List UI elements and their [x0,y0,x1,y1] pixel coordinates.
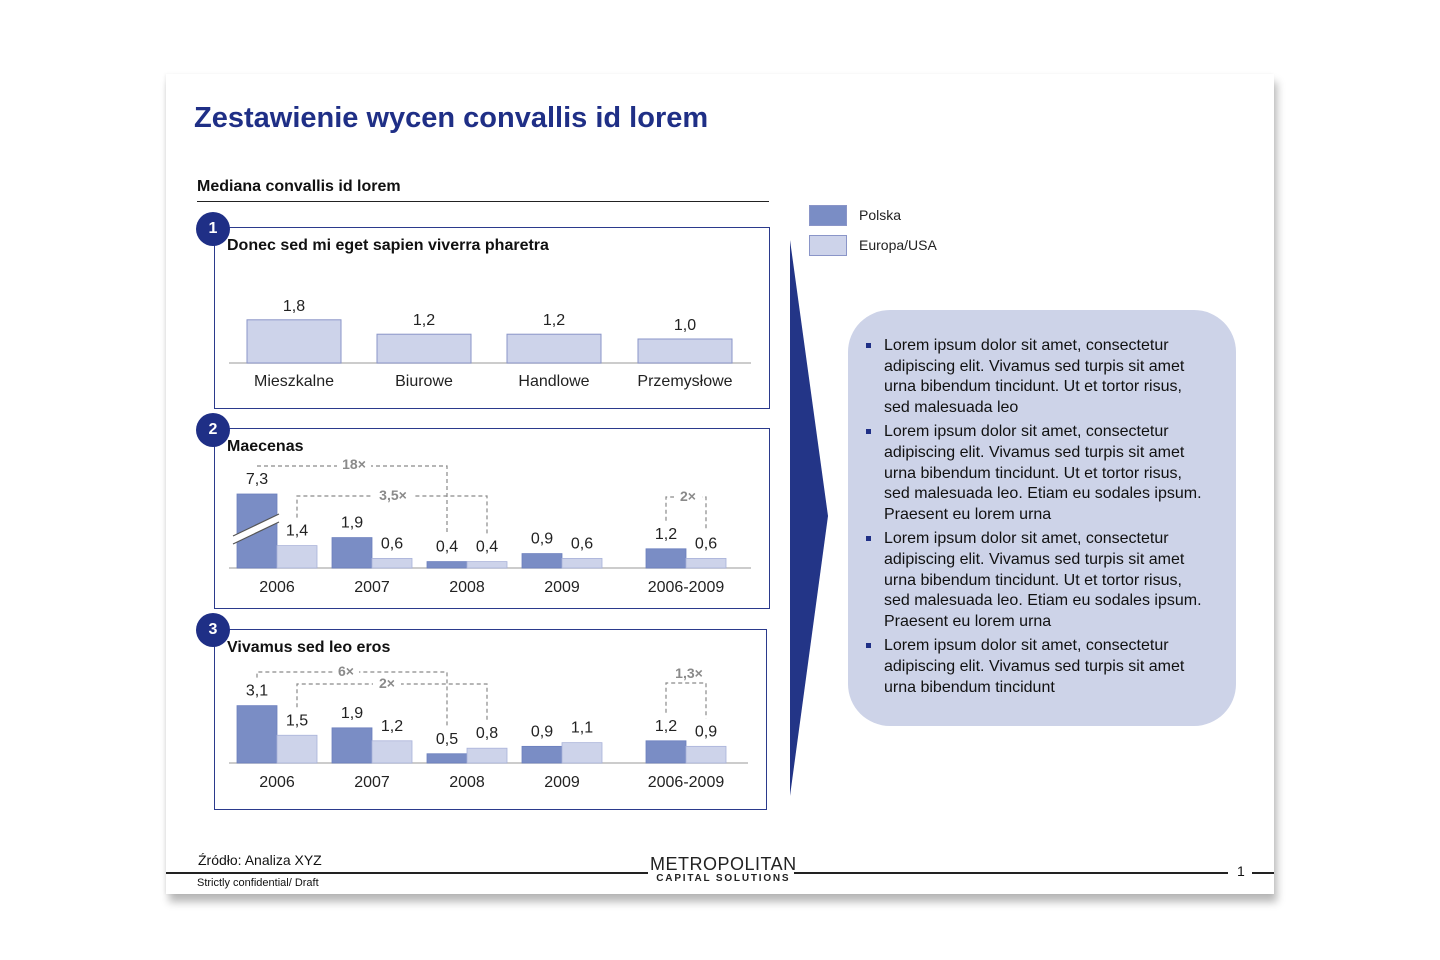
panel-badge-3: 3 [196,613,230,647]
chart-panel-1 [214,227,770,409]
chart-1-category-label: Mieszkalne [253,373,335,390]
legend-item-polska [809,200,937,230]
chart2-bar-polska [427,562,467,568]
chart3-category-label: 2006 [259,774,295,791]
company-logo [650,855,797,885]
logo-sub-text: CAPITAL SOLUTIONS [656,873,791,884]
chart2-bar-europa [467,562,507,568]
chart-1-bar [638,339,732,363]
chart2-category-label: 2006 [259,579,295,596]
section-heading: Mediana convallis id lorem [197,178,769,202]
chart3-bar-europa [562,743,602,763]
chart-2-multiplier-label: 3,5× [379,487,407,503]
chart2-bar-europa [277,546,317,568]
confidentiality-note: Strictly confidential/ Draft [197,877,319,889]
chart-1-data-label: 1,0 [673,317,697,334]
chart3-bar-polska [332,728,372,763]
conclusion-arrow [786,240,836,796]
bullet-item: Lorem ipsum dolor sit amet, consectetur adipiscing elit. Vivamus sed turpis sit amet urna bibendum tincidunt. Ut et tortor risus, sed malesuada leo. Etiam eu sodales ipsum. Praesent eu lorem urna [866,529,1210,632]
chart2-data-label: 1,4 [285,522,309,540]
footer-divider [794,872,1228,874]
chart2-category-label: 2006-2009 [647,579,725,596]
chart2-data-label: 0,4 [435,538,459,556]
footer-divider [1252,872,1274,874]
chart-3-multiplier-label: 1,3× [675,665,703,681]
chart-3-multiplier-bracket [666,683,706,718]
chart2-bar-polska [332,538,372,568]
chart-2-multiplier-label: 2× [680,488,696,504]
legend-swatch-polska [809,205,847,226]
legend-label-europa: Europa/USA [859,237,937,253]
chart-1-data-label: 1,8 [282,297,306,315]
bullet-list [866,336,1210,698]
chart2-category-label: 2008 [449,579,485,596]
bullet-item: Lorem ipsum dolor sit amet, consectetur adipiscing elit. Vivamus sed turpis sit amet urna bibendum tincidunt [866,636,1210,698]
footer-divider [166,872,648,874]
chart-1-title: Donec sed mi eget sapien viverra pharetra [227,237,549,254]
chart2-data-label: 0,6 [694,535,718,553]
chart-1-data-label: 1,2 [542,312,566,330]
chart2-data-label: 7,3 [245,471,269,488]
chart-1-bar [377,334,471,363]
chart2-bar-polska [522,554,562,568]
chart-1-category-label: Przemysłowe [637,373,733,390]
chart-panel-3 [214,629,767,810]
chart3-bar-polska [427,754,467,763]
panel-badge-2: 2 [196,413,230,447]
chart3-bar-polska [522,746,562,763]
legend-label-polska: Polska [859,207,902,223]
chart2-bar-polska [646,549,686,568]
chart3-category-label: 2009 [544,774,580,791]
chart-1-category-label: Biurowe [395,373,453,390]
chart3-data-label: 0,8 [475,725,499,743]
chart2-data-label: 0,9 [530,530,554,548]
chart2-bar-europa [686,558,726,568]
chart3-data-label: 1,5 [285,712,309,730]
chart-2 [215,429,771,610]
chart3-data-label: 0,5 [435,730,459,748]
chart-3-title: Vivamus sed leo eros [227,639,391,656]
chart3-data-label: 1,2 [654,717,678,735]
chart3-category-label: 2008 [449,774,485,791]
chart-1-data-label: 1,2 [412,312,436,330]
chart2-data-label: 0,4 [475,538,499,556]
chart3-bar-europa [686,746,726,763]
chart2-bar-europa [372,558,412,568]
chart2-data-label: 1,9 [340,514,364,532]
chart3-data-label: 3,1 [245,682,269,700]
source-note: Źródło: Analiza XYZ [198,852,322,868]
chart2-bar-europa [562,558,602,568]
chart2-data-label: 1,2 [654,525,678,543]
chart-1-category-label: Handlowe [518,373,590,390]
conclusions-bubble [848,310,1236,726]
chart-1-bar [507,334,601,363]
chart3-bar-europa [277,735,317,763]
chart-3 [215,630,768,811]
chart3-category-label: 2007 [354,774,390,791]
chart-panel-2 [214,428,770,609]
chart3-bar-polska [237,706,277,763]
chart-2-title: Maecenas [227,438,304,455]
bullet-item: Lorem ipsum dolor sit amet, consectetur adipiscing elit. Vivamus sed turpis sit amet urna bibendum tincidunt. Ut et tortor risus, sed malesuada leo [866,336,1210,418]
chart3-bar-polska [646,741,686,763]
chart3-bar-europa [372,741,412,763]
chart-3-multiplier-label: 2× [379,675,395,691]
chart3-data-label: 1,9 [340,704,364,722]
chart-1 [215,228,771,410]
bullet-item: Lorem ipsum dolor sit amet, consectetur adipiscing elit. Vivamus sed turpis sit amet urna bibendum tincidunt. Ut et tortor risus, sed malesuada leo. Etiam eu sodales ipsum. Praesent eu lorem urna [866,422,1210,525]
chart3-data-label: 1,2 [380,717,404,735]
page-title: Zestawienie wycen convallis id lorem [194,102,709,134]
chart3-bar-europa [467,748,507,763]
chart2-category-label: 2009 [544,579,580,596]
chart-2-multiplier-label: 18× [342,456,366,472]
slide [166,74,1274,894]
chart2-category-label: 2007 [354,579,390,596]
chart2-data-label: 0,6 [570,535,594,553]
chart3-data-label: 1,1 [570,719,594,737]
chart3-data-label: 0,9 [530,723,554,741]
chart-3-multiplier-label: 6× [338,663,354,679]
page-number: 1 [1237,863,1245,879]
chart3-category-label: 2006-2009 [647,774,725,791]
panel-badge-1: 1 [196,212,230,246]
chart2-data-label: 0,6 [380,535,404,553]
chart-1-bar [247,320,341,363]
logo-main-text: METROPOLITAN [650,854,797,874]
chart3-data-label: 0,9 [694,723,718,741]
